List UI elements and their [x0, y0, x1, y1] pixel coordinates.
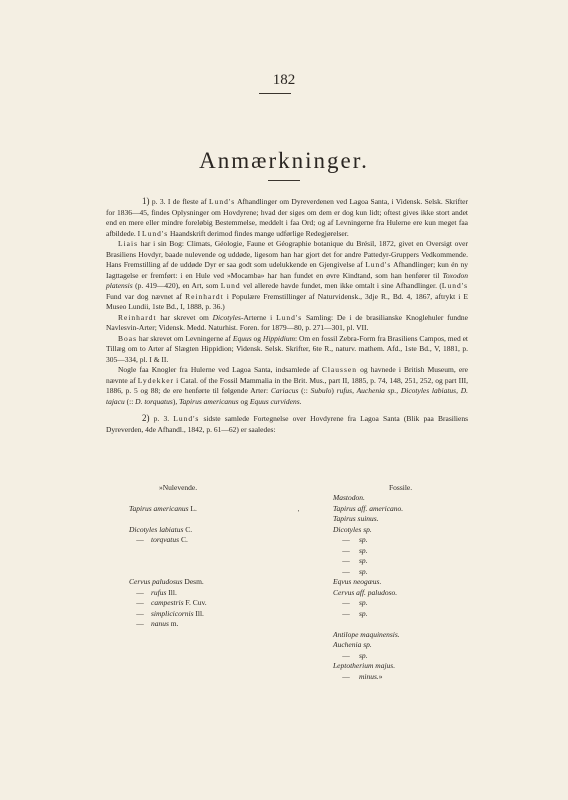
species-row [129, 609, 309, 620]
species-row [333, 588, 493, 599]
column-header: »Nulevende. [159, 482, 198, 492]
page-title: Anmærkninger. [199, 148, 369, 173]
fossil-species-column [333, 482, 493, 682]
paragraph-nogle: Nogle faa Knogler fra Hulerne ved Lagoa Santa, indsamlede af Claussen og havnede i British Museum, ere nævnte af Lydekker i Catal. of the Fossil Mammalia in the Brit. Mus., part II, 1885, p. 74, 148, 251, 252, og part III, 1886, p. 5 og 88; de ere henførte til følgende Arter: Cariacus (:: Subulo) rufus, Auchenia sp., Dicotyles labiatus, D. tajacu (:: D. torquatus), Tapirus americanus og Equus curvidens. [106, 365, 469, 406]
species-name: Cariacus [270, 386, 299, 395]
ditto-mark: — [342, 566, 350, 576]
ditto-mark: — [136, 619, 144, 628]
species-row [129, 556, 309, 567]
species-row [129, 514, 309, 525]
author-name: Lund's [441, 281, 468, 290]
page-number-rule [259, 93, 291, 94]
species-name: Toxodon platensis [106, 270, 468, 290]
species-name: Eqvus neogæus. [333, 577, 382, 586]
species-row [333, 514, 493, 525]
species-name: Dicotyles [212, 312, 241, 322]
ditto-mark: — [136, 598, 144, 607]
species-row [333, 525, 493, 536]
species-row [333, 577, 493, 588]
ditto-mark: — [342, 650, 350, 660]
species-authority: F. Cuv. [183, 598, 207, 607]
column-header: Fossile. [389, 482, 413, 492]
species-authority: C. [179, 535, 188, 544]
species-row [129, 493, 309, 504]
species-name: sp. [359, 566, 368, 576]
species-name: minus. [359, 671, 379, 681]
author-name: Lund [220, 281, 241, 290]
species-row [333, 640, 493, 651]
ditto-mark: — [342, 535, 350, 544]
species-row [333, 609, 493, 620]
species-authority: L. [188, 503, 197, 513]
species-name: campestris [151, 598, 184, 607]
species-row [333, 661, 493, 672]
species-row [129, 546, 309, 557]
author-name: Liais [118, 239, 138, 248]
ditto-mark: — [136, 587, 144, 597]
species-row [129, 535, 309, 546]
author-name: Lund's [142, 228, 169, 238]
species-name: Tapirus americanus [129, 503, 189, 513]
species-name: torqvatus [151, 535, 180, 544]
page-number: 182 [272, 72, 296, 88]
species-row [333, 630, 493, 641]
species-name: sp. [359, 545, 368, 555]
species-name: Antilope maquinensis. [333, 629, 400, 639]
species-row [333, 598, 493, 609]
species-authority: m. [168, 619, 179, 628]
species-name: Leptotherium majus. [333, 661, 396, 670]
author-name: Lund's [365, 260, 392, 269]
ditto-mark: — [342, 671, 350, 681]
footnote-marker: 1) [142, 196, 150, 206]
note-1: 1) p. 3. I de fleste af Lund's Afhandlinger om Dyreverdenen ved Lagoa Santa, i Vidensk. Selsk. Skrifter for 1836—45, findes Oplysninger om Hovdyrene; hvad der siges om dem er dog kun lidt; oftest gives ikke stort andet end en mere eller mindre foreløbig Bestemmelse, meddelt i faa Ord; og af Levningerne fra Hulerne ere kun meget faa afbildede. I Lund's Haandskrift derimod findes mange udførlige Redegjørelser. [106, 196, 468, 238]
species-name: Auchenia sp. [333, 640, 372, 649]
species-name: sp. [359, 598, 368, 607]
species-authority: Desm. [182, 577, 204, 586]
species-name: Cervus paludosus [129, 577, 183, 586]
species-name: Dicotyles sp. [333, 524, 372, 534]
author-name: Lund's [209, 197, 236, 206]
species-row [333, 619, 493, 630]
author-name: Lund's [276, 312, 303, 322]
species-row [333, 535, 493, 546]
author-name: Boas [118, 333, 137, 343]
species-name: Equus curvidens [249, 396, 300, 406]
species-name: sp. [359, 608, 368, 618]
ditto-mark: — [342, 608, 350, 618]
author-name: Reinhardt [185, 291, 224, 301]
species-row [333, 493, 493, 504]
species-row [333, 672, 493, 683]
separator-mark: ' [298, 509, 300, 517]
species-row [333, 504, 493, 515]
note-2: 2) p. 3. Lund's sidste samlede Fortegnelse over Hovdyrene fra Lagoa Santa (Blik paa Brasiliens Dyreverden, 4de Afhandl., 1842, p. 61—62) er saaledes: [106, 413, 469, 434]
species-name: Equus [232, 333, 252, 343]
species-row [129, 567, 309, 578]
species-row [129, 598, 309, 609]
species-name: simplicicornis [151, 608, 194, 618]
species-row [129, 525, 309, 536]
species-row [129, 504, 309, 515]
species-authority: Ill. [193, 608, 204, 618]
species-authority: Ill. [166, 587, 177, 597]
living-species-column [129, 482, 309, 630]
species-row [333, 567, 493, 578]
species-name: Tapirus aff. americano. [333, 503, 404, 513]
living-species-list [129, 493, 309, 630]
species-name: sp. [359, 650, 368, 660]
author-name: Lund's [173, 414, 200, 423]
author-name: Reinhardt [118, 312, 157, 322]
fossil-species-list [333, 493, 493, 682]
species-name: sp. [359, 556, 368, 565]
species-name: nanus [151, 619, 169, 628]
species-name: rufus, Auchenia sp., Dicotyles labiatus, D. tajacu [106, 386, 469, 406]
paragraph-boas: Boas har skrevet om Levningerne af Equus og Hippidium: Om en fossil Zebra-Form fra Brasiliens Campos, med et Tillæg om to Arter af Slægten Hippidion; Vidensk. Selsk. Skrifter, 6te R., naturv. mathem. Afd., 1ste Bd., V, 1881, p. 305—334, pl. I & II. [106, 333, 468, 364]
footnote-marker: 2) [142, 413, 150, 423]
ditto-mark: — [136, 608, 144, 618]
title-rule [268, 180, 300, 181]
species-name: D. torquatus [135, 396, 173, 406]
species-row [333, 556, 493, 567]
species-name: Cervus aff. paludoso. [333, 587, 398, 597]
species-name: Dicotyles labiatus [129, 524, 184, 534]
species-name: Tapirus suinus. [333, 514, 379, 523]
species-row [333, 651, 493, 662]
species-name: Hippidium [262, 333, 295, 343]
species-name: Mastodon. [333, 493, 365, 502]
species-authority: » [378, 671, 383, 681]
ditto-mark: — [342, 598, 350, 607]
paragraph-reinhardt: Reinhardt har skrevet om Dicotyles-Arterne i Lund's Samling: De i de brasilianske Knoglehuler fundne Navlesvin-Arter; Vidensk. Medd. Naturhist. Foren. for 1879—80, p. 271—301, pl. VII. [106, 312, 468, 332]
ditto-mark: — [136, 535, 144, 544]
notes-body [106, 196, 468, 435]
ditto-mark: — [342, 556, 350, 565]
ditto-mark: — [342, 545, 350, 555]
author-name: Lydekker [137, 375, 175, 385]
species-row [333, 546, 493, 557]
species-name: Tapirus americanus [179, 396, 239, 406]
species-name: Subulo [310, 386, 332, 395]
species-row [129, 577, 309, 588]
species-name: sp. [359, 535, 368, 544]
species-row [129, 588, 309, 599]
species-name: rufus [151, 587, 167, 597]
species-authority: C. [183, 524, 193, 534]
species-row [129, 619, 309, 630]
paragraph-liais: Liais har i sin Bog: Climats, Géologie, Faune et Géographie botanique du Brésil, 1872, givet en Oversigt over Brasiliens Hovdyr, baade nulevende og uddøde, ligesom han har gjort det for andre Pattedyr-Gruppers Vedkommende. Hans Fremstilling af de uddøde Dyr er saa godt som udelukkende en Gjengivelse af Lund's Afhandlinger; kun én ny Iagttagelse er fremført: i en Hule ved »Mocamba» har han fundet en øvre Kindtand, som han henfører til Toxodon platensis (p. 419—420), en Art, som Lund vel allerede havde fundet, men ikke omtalt i sine Afhandlinger. (Lund's Fund var dog nævnet af Reinhardt i Populære Fremstillinger af Naturvidensk., 3dje R., Bd. 4, 1867, aftrykt i E Museo Lundii, 1ste Bd., I, 1888, p. 36.) [106, 239, 468, 311]
author-name: Claussen [321, 365, 357, 374]
